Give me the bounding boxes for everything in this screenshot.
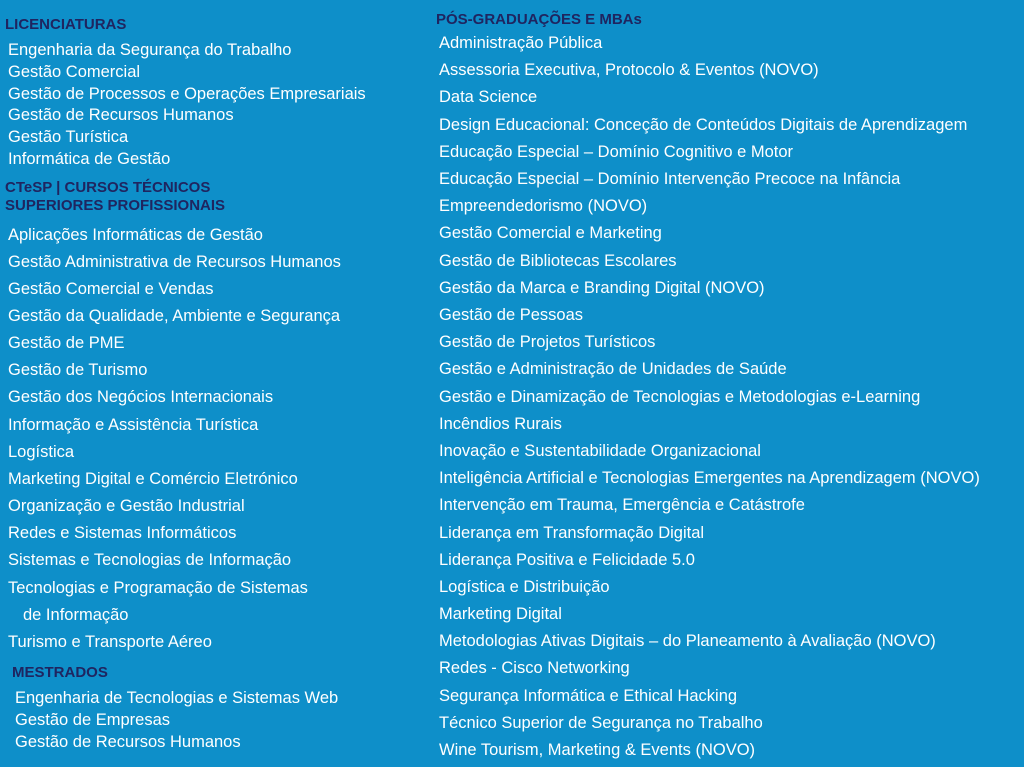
- ctesp-item: Turismo e Transporte Aéreo: [8, 633, 212, 651]
- pos-graduacao-item: Gestão e Administração de Unidades de Saúde: [439, 360, 787, 378]
- pos-graduacao-item: Logística e Distribuição: [439, 578, 610, 596]
- ctesp-heading-line2: SUPERIORES PROFISSIONAIS: [5, 197, 226, 214]
- pos-graduacao-item: Incêndios Rurais: [439, 415, 562, 433]
- pos-graduacao-item: Gestão de Bibliotecas Escolares: [439, 252, 677, 270]
- pos-graduacao-item: Inteligência Artificial e Tecnologias Emergentes na Aprendizagem (NOVO): [439, 469, 980, 487]
- pos-graduacao-item: Inovação e Sustentabilidade Organizacional: [439, 442, 761, 460]
- pos-graduacao-item: Gestão Comercial e Marketing: [439, 224, 662, 242]
- ctesp-item: Sistemas e Tecnologias de Informação: [8, 551, 292, 569]
- pos-graduacao-item: Intervenção em Trauma, Emergência e Catástrofe: [439, 496, 805, 514]
- licenciatura-item: Gestão de Recursos Humanos: [8, 106, 234, 124]
- licenciatura-item: Gestão Turística: [8, 128, 129, 146]
- mestrado-item: Engenharia de Tecnologias e Sistemas Web: [15, 689, 339, 707]
- mestrado-item: Gestão de Recursos Humanos: [15, 733, 241, 751]
- ctesp-item: Gestão Comercial e Vendas: [8, 280, 214, 298]
- pos-graduacao-item: Gestão e Dinamização de Tecnologias e Metodologias e-Learning: [439, 388, 921, 406]
- ctesp-item: Logística: [8, 443, 75, 461]
- pos-graduacao-item: Empreendedorismo (NOVO): [439, 197, 648, 215]
- licenciatura-item: Gestão de Processos e Operações Empresariais: [8, 85, 366, 103]
- pos-graduacao-item: Assessoria Executiva, Protocolo & Eventos (NOVO): [439, 61, 819, 79]
- ctesp-item: Gestão dos Negócios Internacionais: [8, 388, 274, 406]
- licenciaturas-heading: LICENCIATURAS: [5, 16, 127, 33]
- pos-graduacao-item: Educação Especial – Domínio Intervenção Precoce na Infância: [439, 170, 901, 188]
- ctesp-item-continuation: de Informação: [23, 606, 129, 624]
- pos-graduacao-item: Liderança Positiva e Felicidade 5.0: [439, 551, 695, 569]
- ctesp-item: Gestão da Qualidade, Ambiente e Segurança: [8, 307, 341, 325]
- ctesp-item: Informação e Assistência Turística: [8, 416, 259, 434]
- licenciatura-item: Gestão Comercial: [8, 63, 141, 81]
- pos-graduacao-item: Wine Tourism, Marketing & Events (NOVO): [439, 741, 756, 759]
- pos-graduacao-item: Redes - Cisco Networking: [439, 659, 630, 677]
- ctesp-item: Tecnologias e Programação de Sistemas: [8, 579, 308, 597]
- pos-graduacao-item: Administração Pública: [439, 34, 603, 52]
- ctesp-item: Gestão Administrativa de Recursos Humanos: [8, 253, 341, 271]
- ctesp-item: Redes e Sistemas Informáticos: [8, 524, 237, 542]
- pos-graduacao-item: Liderança em Transformação Digital: [439, 524, 705, 542]
- pos-graduacao-item: Marketing Digital: [439, 605, 562, 623]
- pos-graduacao-item: Data Science: [439, 88, 538, 106]
- pos-graduacao-item: Gestão de Pessoas: [439, 306, 584, 324]
- pos-graduacoes-heading: PÓS-GRADUAÇÕES E MBAs: [436, 11, 642, 28]
- ctesp-item: Aplicações Informáticas de Gestão: [8, 226, 263, 244]
- ctesp-item: Gestão de Turismo: [8, 361, 148, 379]
- pos-graduacao-item: Educação Especial – Domínio Cognitivo e Motor: [439, 143, 794, 161]
- licenciatura-item: Informática de Gestão: [8, 150, 171, 168]
- mestrados-heading: MESTRADOS: [12, 664, 108, 681]
- ctesp-item: Gestão de PME: [8, 334, 125, 352]
- ctesp-item: Organização e Gestão Industrial: [8, 497, 245, 515]
- ctesp-item: Marketing Digital e Comércio Eletrónico: [8, 470, 298, 488]
- pos-graduacao-item: Gestão de Projetos Turísticos: [439, 333, 656, 351]
- ctesp-heading-line1: CTeSP | CURSOS TÉCNICOS: [5, 179, 211, 196]
- mestrado-item: Gestão de Empresas: [15, 711, 170, 729]
- pos-graduacao-item: Metodologias Ativas Digitais – do Planeamento à Avaliação (NOVO): [439, 632, 936, 650]
- licenciatura-item: Engenharia da Segurança do Trabalho: [8, 41, 292, 59]
- pos-graduacao-item: Técnico Superior de Segurança no Trabalho: [439, 714, 763, 732]
- pos-graduacao-item: Design Educacional: Conceção de Conteúdos Digitais de Aprendizagem: [439, 116, 968, 134]
- pos-graduacao-item: Segurança Informática e Ethical Hacking: [439, 687, 738, 705]
- pos-graduacao-item: Gestão da Marca e Branding Digital (NOVO): [439, 279, 765, 297]
